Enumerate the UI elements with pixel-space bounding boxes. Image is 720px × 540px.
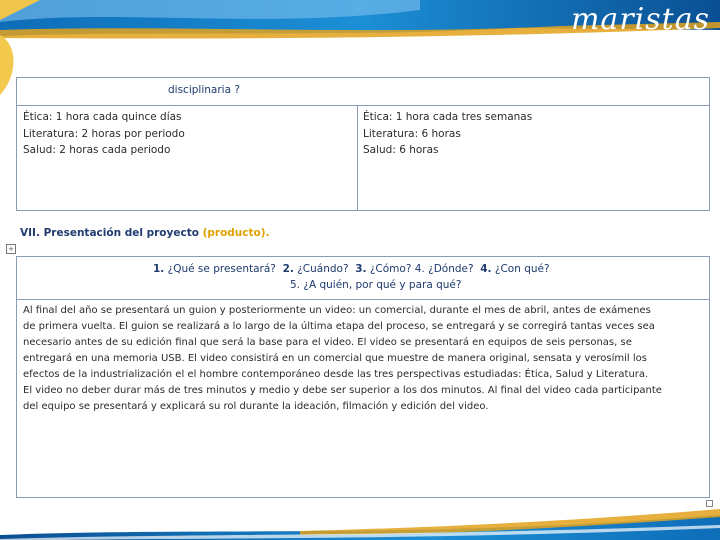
header-banner xyxy=(0,0,720,40)
question-who-why: ¿A quién, por qué y para qué? xyxy=(303,279,462,291)
description-line: Al final del año se presentará un guion y posteriormente un video: un comercial, durante el mes de abril, antes de exámenes xyxy=(23,305,651,316)
schedule-table xyxy=(16,77,710,211)
questions-row-1: 1. ¿Qué se presentará? 2. ¿Cuándo? 3. ¿Cómo? 4. ¿Dónde? 4. ¿Con qué? xyxy=(153,263,550,275)
question-how: ¿Cómo? xyxy=(369,263,412,275)
row-divider xyxy=(17,299,709,300)
section-title-main: VII. Presentación del proyecto xyxy=(20,227,199,239)
left-line: Literatura: 2 horas por periodo xyxy=(23,127,185,140)
question-when: ¿Cuándo? xyxy=(297,263,349,275)
maristas-logo: maristas xyxy=(570,2,710,37)
description-line: efectos de la industrialización el el hombre contemporáneo desde las tres perspectivas estudiadas: Ética, Salud y Literatura. xyxy=(23,369,649,380)
question-with-what: ¿Con qué? xyxy=(494,263,550,275)
description-line: de primera vuelta. El guion se realizará a lo largo de la última etapa del proceso, se entregará y se corregirá tantas veces sea xyxy=(23,321,655,332)
schedule-header: disciplinaria ? xyxy=(168,84,240,96)
description-line: del equipo se presentará y explicará su rol durante la ideación, filmación y edición del video. xyxy=(23,401,489,412)
right-line: Literatura: 6 horas xyxy=(363,127,461,140)
presentation-table xyxy=(16,256,710,498)
header-divider xyxy=(17,105,709,106)
description-line: El video no deber durar más de tres minutos y medio y debe ser superior a los dos minutos. Al final del video cada participante xyxy=(23,385,662,396)
left-line: Salud: 2 horas cada periodo xyxy=(23,144,171,156)
questions-row-2: 5. ¿A quién, por qué y para qué? xyxy=(290,279,462,291)
section-title xyxy=(20,227,270,239)
section-title-highlight: (producto). xyxy=(202,227,270,239)
description-line: necesario antes de su edición final que será la base para el video. El video se presentará en equipos de seis personas, se xyxy=(23,337,632,348)
footer-banner xyxy=(0,505,720,540)
column-divider xyxy=(357,105,358,210)
right-line: Ética: 1 hora cada tres semanas xyxy=(363,111,533,123)
question-where: ¿Dónde? xyxy=(428,263,474,275)
footer-wave xyxy=(0,505,720,540)
description-line: entregará en una memoria USB. El video consistirá en un comercial que muestre de manera original, sensata y verosímil los xyxy=(23,353,647,364)
left-column xyxy=(23,109,185,159)
table-move-icon[interactable]: + xyxy=(6,244,16,254)
right-column xyxy=(363,109,532,159)
left-line: Ética: 1 hora cada quince días xyxy=(23,111,182,123)
right-line: Salud: 6 horas xyxy=(363,144,439,156)
question-what: ¿Qué se presentará? xyxy=(167,263,276,275)
project-description xyxy=(23,303,707,415)
